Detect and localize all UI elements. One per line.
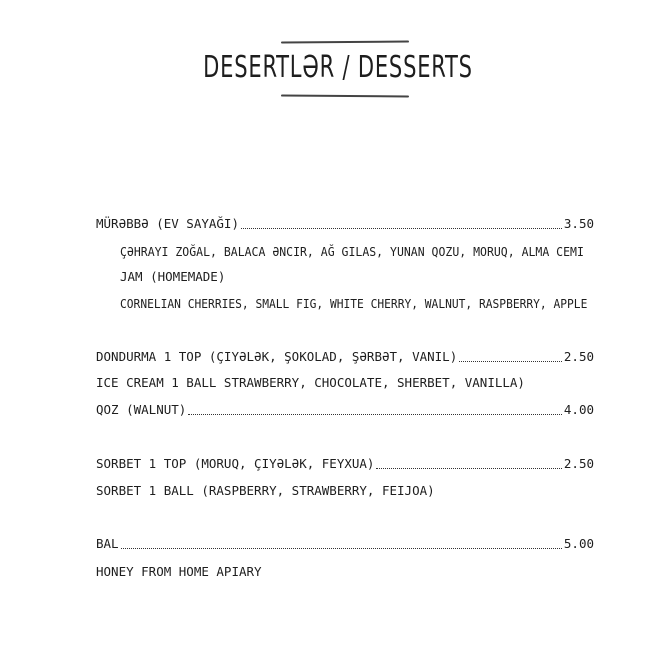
dot-leader: [188, 414, 562, 415]
dot-leader: [121, 548, 562, 549]
menu-item-walnut: [96, 401, 594, 419]
page-title: DESERTLƏR / DESSERTS: [203, 50, 473, 85]
title-top-rule: [281, 41, 409, 44]
menu-item-ice-cream: [96, 348, 594, 366]
menu-item-honey: [96, 535, 594, 553]
menu-item-price: 2.50: [563, 456, 594, 471]
menu-item-name: DONDURMA 1 TOP (ÇIYƏLƏK, ŞOKOLAD, ŞƏRBƏT, VANIL): [96, 349, 458, 364]
menu-item-name: QOZ (WALNUT): [96, 402, 187, 417]
menu-item-price: 5.00: [563, 536, 594, 551]
menu-item-detail: CORNELIAN CHERRIES, SMALL FIG, WHITE CHERRY, WALNUT, RASPBERRY, APPLE: [120, 296, 588, 311]
menu-item-translation: SORBET 1 BALL (RASPBERRY, STRAWBERRY, FEIJOA): [96, 483, 435, 498]
menu-item-name: MÜRƏBBƏ (EV SAYAĞI): [96, 216, 239, 231]
menu-item-price: 2.50: [563, 349, 594, 364]
menu-item-sorbet: [96, 455, 594, 473]
menu-item-price: 4.00: [563, 402, 594, 417]
menu-item-translation: HONEY FROM HOME APIARY: [96, 564, 262, 579]
menu-item-price: 3.50: [563, 216, 594, 231]
dot-leader: [241, 228, 562, 229]
menu-item-detail: JAM (HOMEMADE): [120, 269, 226, 284]
menu-item-jam: [96, 215, 594, 233]
dot-leader: [459, 361, 562, 362]
title-bottom-rule: [281, 95, 409, 98]
menu-item-translation: ICE CREAM 1 BALL STRAWBERRY, CHOCOLATE, SHERBET, VANILLA): [96, 375, 525, 390]
menu-item-name: SORBET 1 TOP (MORUQ, ÇIYƏLƏK, FEYXUA): [96, 456, 375, 471]
menu-item-detail: ÇƏHRAYI ZOĞAL, BALACA ƏNCIR, AĞ GILAS, YUNAN QOZU, MORUQ, ALMA CEMI: [120, 244, 584, 259]
menu-item-name: BAL: [96, 536, 119, 551]
dot-leader: [376, 468, 561, 469]
